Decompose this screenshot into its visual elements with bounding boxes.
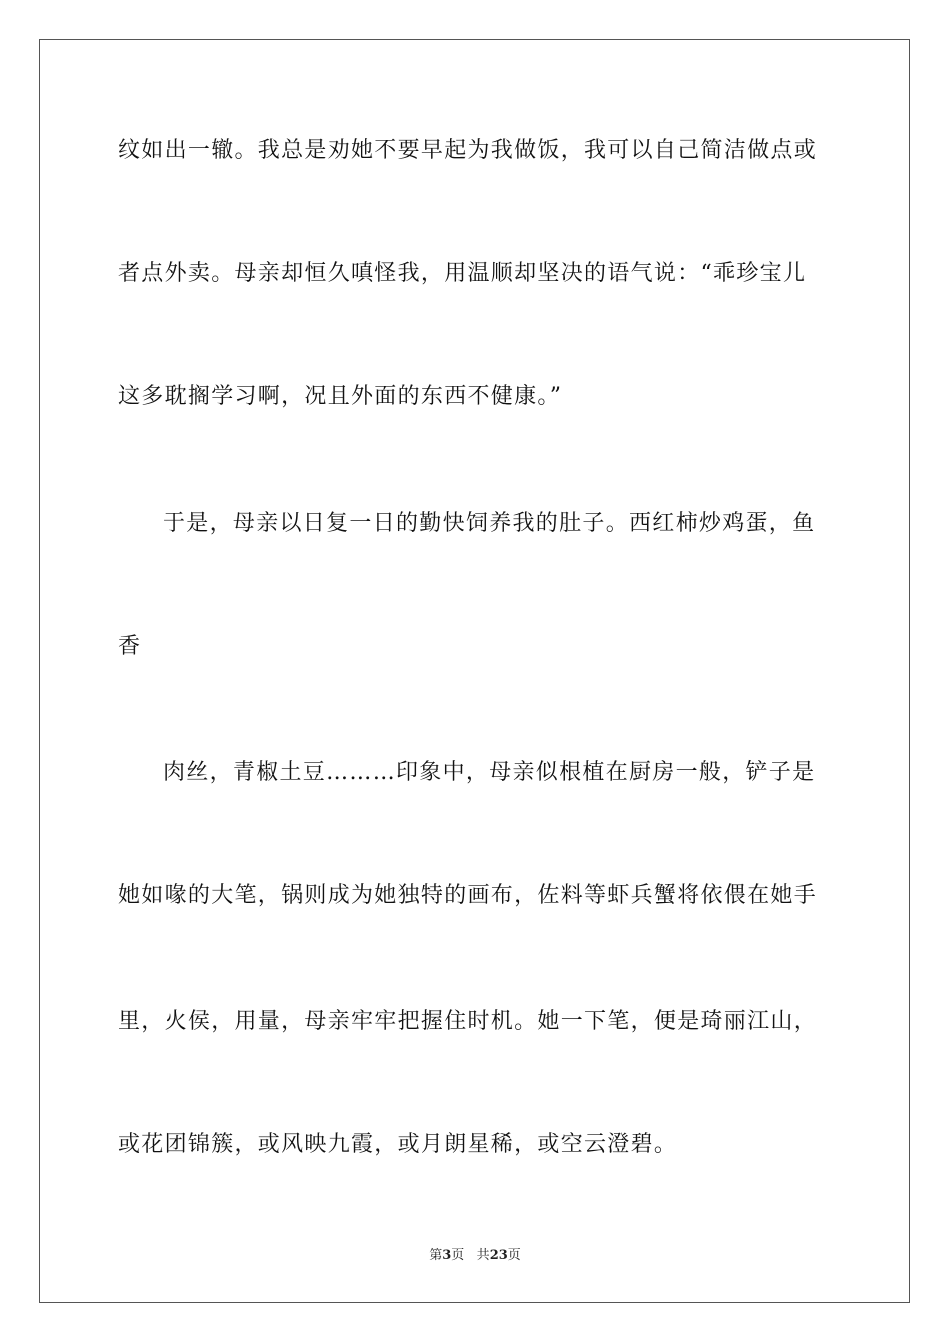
- total-suffix: 页: [507, 1248, 521, 1263]
- body-text-line: 这多耽搁学习啊，况且外面的东西不健康。”: [118, 384, 563, 409]
- body-text-line: 于是，母亲以日复一日的勤快饲养我的肚子。西红柿炒鸡蛋，鱼: [163, 511, 816, 536]
- total-prefix: 共: [476, 1248, 490, 1263]
- page-prefix: 第: [429, 1248, 443, 1263]
- total-pages: 23: [489, 1248, 508, 1263]
- page-border: [39, 39, 910, 1303]
- body-text-line: 她如喙的大笔，锅则成为她独特的画布，佐料等虾兵蟹将依偎在她手: [118, 883, 818, 908]
- page-suffix: 页: [451, 1248, 465, 1263]
- body-text-line: 香: [118, 634, 142, 659]
- body-text-line: 肉丝，青椒土豆………印象中，母亲似根植在厨房一般，铲子是: [163, 760, 816, 785]
- body-text-line: 或花团锦簇，或风映九霞，或月朗星稀，或空云澄碧。: [118, 1132, 678, 1157]
- page-number: 3: [442, 1248, 452, 1263]
- body-text-line: 里，火侯，用量，母亲牢牢把握住时机。她一下笔，便是琦丽江山，: [118, 1009, 818, 1034]
- body-text-line: 纹如出一辙。我总是劝她不要早起为我做饭，我可以自己简洁做点或: [118, 138, 818, 163]
- body-text-line: 者点外卖。母亲却恒久嗔怪我，用温顺却坚决的语气说：“乖珍宝儿: [118, 261, 807, 286]
- page-footer: [0, 1247, 950, 1265]
